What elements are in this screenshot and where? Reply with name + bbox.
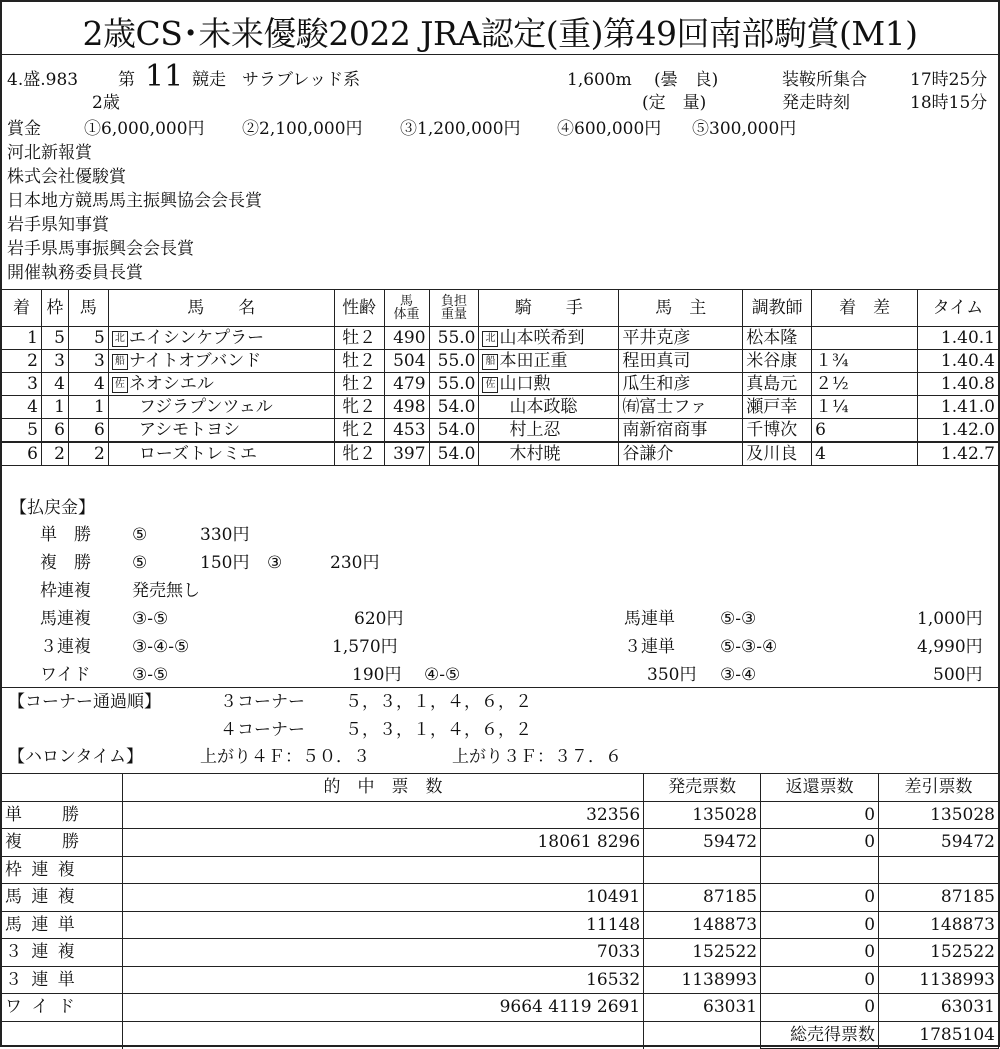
race-no-prefix: 第 [118,70,135,90]
cell-horse [108,350,334,373]
cell-sexage: 牡２ [334,327,384,350]
votes-cell-hits: 11148 [122,911,643,939]
cell-num: 3 [68,350,108,373]
votes-row [2,801,999,829]
affiliation-badge: 北 [112,331,128,347]
umatan-amount: 1,000円 [917,609,983,629]
votes-cell-hits: 7033 [122,939,643,967]
sanrentan-combo: ⑤-③-④ [720,637,778,657]
cell-weight: 479 [384,373,429,396]
divider [2,54,998,55]
cell-jockey [479,350,619,373]
jockey-name: 山本咲希到 [499,328,585,348]
wide-combo-3: ③-④ [720,665,757,685]
votes-cell-sold: 1138993 [644,966,761,994]
cell-sexage: 牝２ [334,442,384,466]
cell-margin [812,327,918,350]
votes-cell-refund: 0 [761,884,879,912]
col-time: タイム [917,290,998,327]
cell-horse [108,419,334,443]
prize-4: ④600,000円 [557,119,662,139]
cell-rank: 6 [2,442,42,466]
cell-horse [108,396,334,419]
horse-name: ローズトレミエ [138,444,257,464]
total-label: 総売得票数 [761,1021,879,1049]
furlong-up3: 上がり３Ｆ：３７．６ [452,747,622,767]
votes-cell-type: 馬 連 複 [2,884,123,912]
umaren-combo: ③-⑤ [132,609,169,629]
votes-cell-type: 枠 連 複 [2,856,123,884]
cell-num: 2 [68,442,108,466]
votes-cell-refund [761,856,879,884]
cell-load: 55.0 [429,327,479,350]
race-weight-rule: (定 量) [642,93,707,113]
fukusho-label: 複 勝 [40,553,91,573]
affiliation-badge [112,423,128,439]
cell-load: 54.0 [429,442,479,466]
cell-weight: 453 [384,419,429,443]
tansho-label: 単 勝 [40,525,91,545]
affiliation-badge: 船 [482,354,498,370]
cell-horse [108,442,334,466]
affiliation-badge [112,400,128,416]
award-5: 岩手県馬事振興会会長賞 [7,239,194,259]
votes-cell-refund: 0 [761,994,879,1022]
cell-margin: ２½ [812,373,918,396]
cell-trainer: 千博次 [743,419,812,443]
col-margin: 着 差 [812,290,918,327]
cell-owner: 瓜生和彦 [619,373,743,396]
votes-cell-net: 87185 [879,884,999,912]
affiliation-badge [482,423,498,439]
horse-name: ネオシエル [128,374,214,394]
umatan-label: 馬連単 [624,609,675,629]
cell-sexage: 牡２ [334,350,384,373]
affiliation-badge [482,400,498,416]
cell-frame: 2 [41,442,68,466]
cell-num: 6 [68,419,108,443]
wide-amount-1: 190円 [352,665,402,685]
cell-margin: 6 [812,419,918,443]
cell-weight: 490 [384,327,429,350]
cell-owner: ㈲富士ファ [619,396,743,419]
cell-trainer: 真島元 [743,373,812,396]
jockey-name: 本田正重 [499,351,568,371]
wakuren-note: 発売無し [132,581,200,601]
cell-frame: 6 [41,419,68,443]
cell-time: 1.40.8 [917,373,998,396]
votes-cell-net: 63031 [879,994,999,1022]
wide-combo-1: ③-⑤ [132,665,169,685]
cell-num: 4 [68,373,108,396]
fukusho-combo-1: ⑤ [132,553,148,573]
votes-cell-refund: 0 [761,939,879,967]
jockey-name: 山本政聡 [509,397,578,417]
cell-trainer: 米谷康 [743,350,812,373]
votes-cell-net: 59472 [879,829,999,857]
affiliation-badge: 佐 [482,377,498,393]
umaren-label: 馬連複 [40,609,91,629]
col-load: 負担 重量 [429,290,479,327]
cell-rank: 3 [2,373,42,396]
race-breed: サラブレッド系 [242,70,361,90]
race-age: 2歳 [92,93,120,113]
wide-combo-2: ④-⑤ [424,665,461,685]
cell-horse [108,327,334,350]
cell-rank: 5 [2,419,42,443]
votes-cell-refund: 0 [761,966,879,994]
furlong-heading: 【ハロンタイム】 [8,747,143,767]
corner-4-order: ５，３，１，４，６，２ [345,720,532,740]
cell-frame: 3 [41,350,68,373]
votes-row [2,911,999,939]
votes-cell-hits [122,856,643,884]
cell-time: 1.40.1 [917,327,998,350]
col-frame: 枠 [41,290,68,327]
cell-weight: 504 [384,350,429,373]
col-jockey: 騎 手 [479,290,619,327]
result-row [2,396,999,419]
votes-cell-sold: 152522 [644,939,761,967]
affiliation-badge: 佐 [112,377,128,393]
votes-row [2,856,999,884]
wide-label: ワイド [40,665,91,685]
cell-margin: １¼ [812,396,918,419]
horse-name: フジラプンツェル [138,397,273,417]
cell-rank: 2 [2,350,42,373]
votes-cell-sold: 63031 [644,994,761,1022]
cell-owner: 南新宿商事 [619,419,743,443]
jockey-name: 木村暁 [509,444,561,464]
cell-owner: 平井克彦 [619,327,743,350]
sanrenpuku-label: ３連複 [40,637,91,657]
votes-cell-net: 148873 [879,911,999,939]
corner-3-order: ５，３，１，４，６，２ [345,692,532,712]
cell-trainer: 瀬戸幸 [743,396,812,419]
votes-col-sold: 発売票数 [644,774,761,802]
corner-3-label: ３コーナー [220,692,305,712]
award-3: 日本地方競馬馬主振興協会会長賞 [7,191,262,211]
award-1: 河北新報賞 [7,143,92,163]
votes-cell-sold [644,856,761,884]
votes-cell-net [879,856,999,884]
horse-name: ナイトオブバンド [128,351,262,371]
sanrentan-label: ３連単 [624,637,675,657]
cell-owner: 程田真司 [619,350,743,373]
votes-cell-sold: 59472 [644,829,761,857]
votes-col-net: 差引票数 [879,774,999,802]
votes-row [2,966,999,994]
cell-weight: 498 [384,396,429,419]
fukusho-amount-1: 150円 [200,553,250,573]
gather-label: 装鞍所集合 [782,70,867,90]
cell-sexage: 牝２ [334,396,384,419]
votes-cell-net: 135028 [879,801,999,829]
votes-cell-type: 複 勝 [2,829,123,857]
col-trainer: 調教師 [743,290,812,327]
cell-load: 54.0 [429,396,479,419]
race-track: (曇 良) [654,70,719,90]
cell-num: 1 [68,396,108,419]
corner-4-label: ４コーナー [220,720,305,740]
votes-cell-refund: 0 [761,801,879,829]
votes-cell-sold: 148873 [644,911,761,939]
cell-trainer: 及川良 [743,442,812,466]
corner-heading: 【コーナー通過順】 [8,692,161,712]
award-2: 株式会社優駿賞 [7,167,126,187]
affiliation-badge: 北 [482,331,498,347]
cell-frame: 4 [41,373,68,396]
votes-cell-hits: 10491 [122,884,643,912]
votes-header-row [2,774,999,802]
votes-col-refund: 返還票数 [761,774,879,802]
prize-3: ③1,200,000円 [400,119,521,139]
affiliation-badge [112,447,128,463]
prize-label: 賞金 [7,119,41,139]
votes-cell-type: 馬 連 単 [2,911,123,939]
award-6: 開催執務委員長賞 [7,263,143,283]
col-rank: 着 [2,290,42,327]
payout-heading: 【払戻金】 [10,498,95,518]
votes-row [2,939,999,967]
umaren-amount: 620円 [354,609,404,629]
votes-cell-hits: 9664 4119 2691 [122,994,643,1022]
votes-row [2,884,999,912]
cell-margin: 4 [812,442,918,466]
sanrenpuku-amount: 1,570円 [332,637,398,657]
award-4: 岩手県知事賞 [7,215,109,235]
divider [2,687,998,688]
votes-cell-type: ３ 連 複 [2,939,123,967]
cell-jockey [479,396,619,419]
result-row [2,442,999,466]
race-distance: 1,600m [567,70,632,90]
affiliation-badge [482,447,498,463]
page-title: 2歳CS･未来優駿2022 JRA認定(重)第49回南部駒賞(M1) [82,14,918,53]
votes-cell-hits: 18061 8296 [122,829,643,857]
affiliation-badge: 船 [112,354,128,370]
cell-time: 1.42.7 [917,442,998,466]
cell-load: 54.0 [429,419,479,443]
votes-cell-type: 単 勝 [2,801,123,829]
votes-cell-refund: 0 [761,829,879,857]
cell-jockey [479,373,619,396]
jockey-name: 山口勲 [499,374,551,394]
votes-cell-hits: 32356 [122,801,643,829]
gather-time: 17時25分 [910,70,988,90]
cell-margin: １¾ [812,350,918,373]
cell-load: 55.0 [429,350,479,373]
col-num: 馬 [68,290,108,327]
umatan-combo: ⑤-③ [720,609,757,629]
race-no-suffix: 競走 [192,70,226,90]
start-label: 発走時刻 [782,93,850,113]
wide-amount-3: 500円 [933,665,983,685]
horse-name: エイシンケプラー [128,328,265,348]
col-horse: 馬 名 [108,290,334,327]
horse-name: アシモトヨシ [138,420,241,440]
prize-5: ⑤300,000円 [692,119,797,139]
cell-horse [108,373,334,396]
tansho-amount: 330円 [200,525,250,545]
sanrenpuku-combo: ③-④-⑤ [132,637,190,657]
cell-frame: 5 [41,327,68,350]
cell-jockey [479,442,619,466]
cell-rank: 1 [2,327,42,350]
cell-sexage: 牝２ [334,419,384,443]
votes-total-row [2,1021,999,1049]
results-table [1,289,999,466]
prize-1: ①6,000,000円 [84,119,205,139]
votes-cell-refund: 0 [761,911,879,939]
cell-load: 55.0 [429,373,479,396]
votes-row [2,994,999,1022]
cell-rank: 4 [2,396,42,419]
cell-time: 1.40.4 [917,350,998,373]
start-time: 18時15分 [910,93,988,113]
tansho-combo: ⑤ [132,525,148,545]
result-row [2,419,999,443]
cell-time: 1.41.0 [917,396,998,419]
result-row [2,327,999,350]
wide-amount-2: 350円 [647,665,697,685]
cell-num: 5 [68,327,108,350]
votes-cell-sold: 87185 [644,884,761,912]
col-sexage: 性齢 [334,290,384,327]
votes-cell-type: ３ 連 単 [2,966,123,994]
votes-cell-net: 1138993 [879,966,999,994]
col-owner: 馬 主 [619,290,743,327]
jockey-name: 村上忍 [509,420,561,440]
cell-frame: 1 [41,396,68,419]
cell-owner: 谷謙介 [619,442,743,466]
col-body: 馬 体重 [384,290,429,327]
votes-row [2,829,999,857]
fukusho-amount-2: 230円 [330,553,380,573]
cell-weight: 397 [384,442,429,466]
votes-col-hits: 的 中 票 数 [122,774,643,802]
race-code: 4.盛.983 [7,70,79,90]
result-row [2,350,999,373]
race-number: 11 [145,59,184,94]
fukusho-combo-2: ③ [267,553,283,573]
furlong-up4: 上がり４Ｆ：５０．３ [200,747,370,767]
votes-cell-sold: 135028 [644,801,761,829]
cell-time: 1.42.0 [917,419,998,443]
wakuren-label: 枠連複 [40,581,91,601]
votes-table [1,773,999,1049]
cell-trainer: 松本隆 [743,327,812,350]
votes-cell-type: ワ イ ド [2,994,123,1022]
cell-jockey [479,419,619,443]
cell-sexage: 牡２ [334,373,384,396]
results-header-row [2,290,999,327]
result-row [2,373,999,396]
cell-jockey [479,327,619,350]
total-value: 1785104 [879,1021,999,1049]
prize-2: ②2,100,000円 [242,119,363,139]
sanrentan-amount: 4,990円 [917,637,983,657]
votes-cell-net: 152522 [879,939,999,967]
votes-cell-hits: 16532 [122,966,643,994]
